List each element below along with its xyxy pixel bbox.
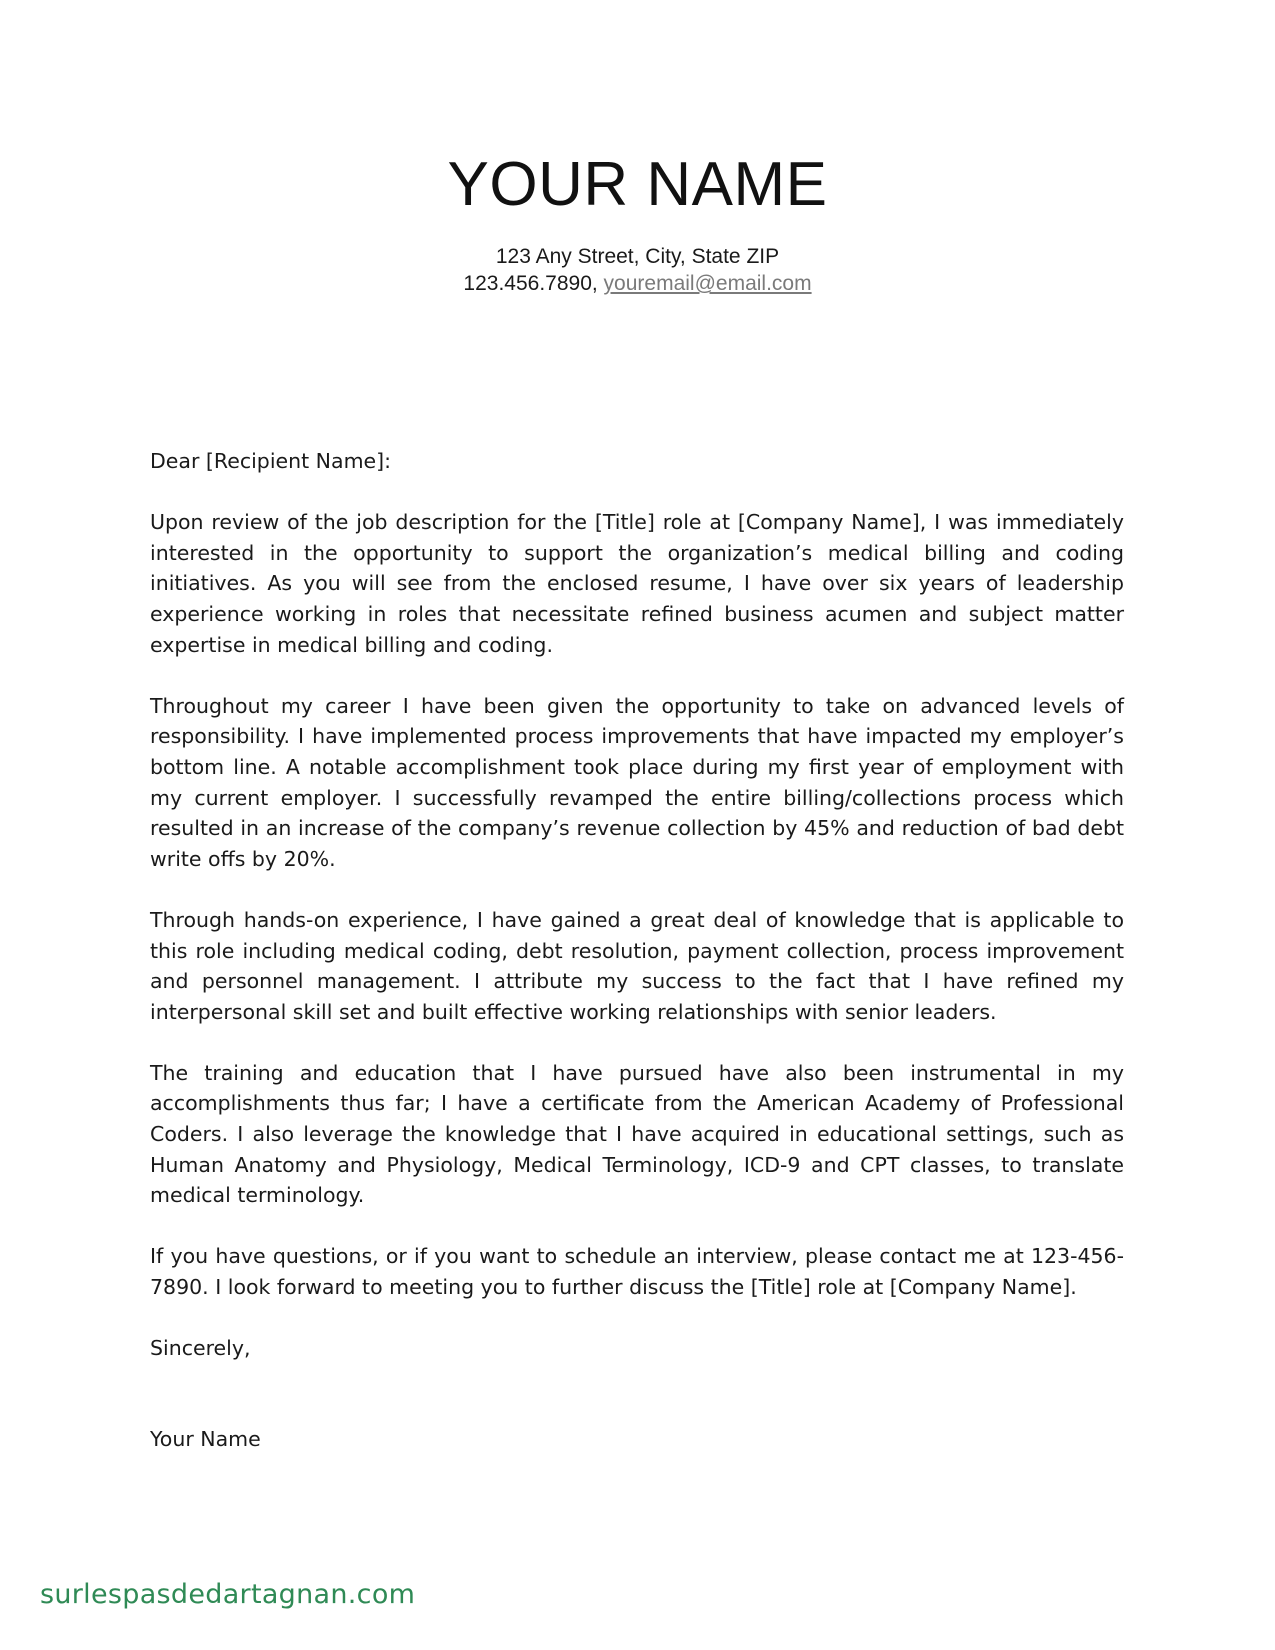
closing: Sincerely, <box>150 1336 251 1361</box>
letter-paragraph: Upon review of the job description for the [Title] role at [Company Name], I was immediately interested in the opportunity to support the organization’s medical billing and coding initiatives. As you will see from the enclosed resume, I have over six years of leadership experience working in roles that necessitate refined business acumen and subject matter expertise in medical billing and coding. <box>150 510 1124 657</box>
letter-paragraph: Throughout my career I have been given the opportunity to take on advanced levels of responsibility. I have implemented process improvements that have impacted my employer’s bottom line. A notable accomplishment took place during my first year of employment with my current employer. I successfully revamped the entire billing/collections process which resulted in an increase of the company’s revenue collection by 45% and reduction of bad debt write offs by 20%. <box>150 693 1124 871</box>
letter-body <box>150 446 1124 1394</box>
letter-paragraph: If you have questions, or if you want to schedule an interview, please contact me at 123-456-7890. I look forward to meeting you to further discuss the [Title] role at [Company Name]. <box>150 1244 1124 1300</box>
letter-paragraph: Through hands-on experience, I have gained a great deal of knowledge that is applicable to this role including medical coding, debt resolution, payment collection, process improvement and personnel management. I attribute my success to the fact that I have refined my interpersonal skill set and built effective working relationships with senior leaders. <box>150 907 1124 1024</box>
watermark: surlespasdedartagnan.com <box>40 1579 416 1610</box>
sender-contact <box>0 270 1275 297</box>
salutation: Dear [Recipient Name]: <box>150 449 392 473</box>
sender-name: YOUR NAME <box>447 150 828 219</box>
sender-phone: 123.456.7890, <box>463 272 598 295</box>
letter-paragraph: The training and education that I have pursued have also been instrumental in my accomplishments thus far; I have a certificate from the American Academy of Professional Coders. I also leverage the knowledge that I have acquired in educational settings, such as Human Anatomy and Physiology, Medical Terminology, ICD-9 and CPT classes, to translate medical terminology. <box>150 1060 1124 1208</box>
sender-email-link[interactable]: youremail@email.com <box>603 272 812 295</box>
sender-address: 123 Any Street, City, State ZIP <box>495 245 780 268</box>
signature-name: Your Name <box>150 1427 261 1451</box>
